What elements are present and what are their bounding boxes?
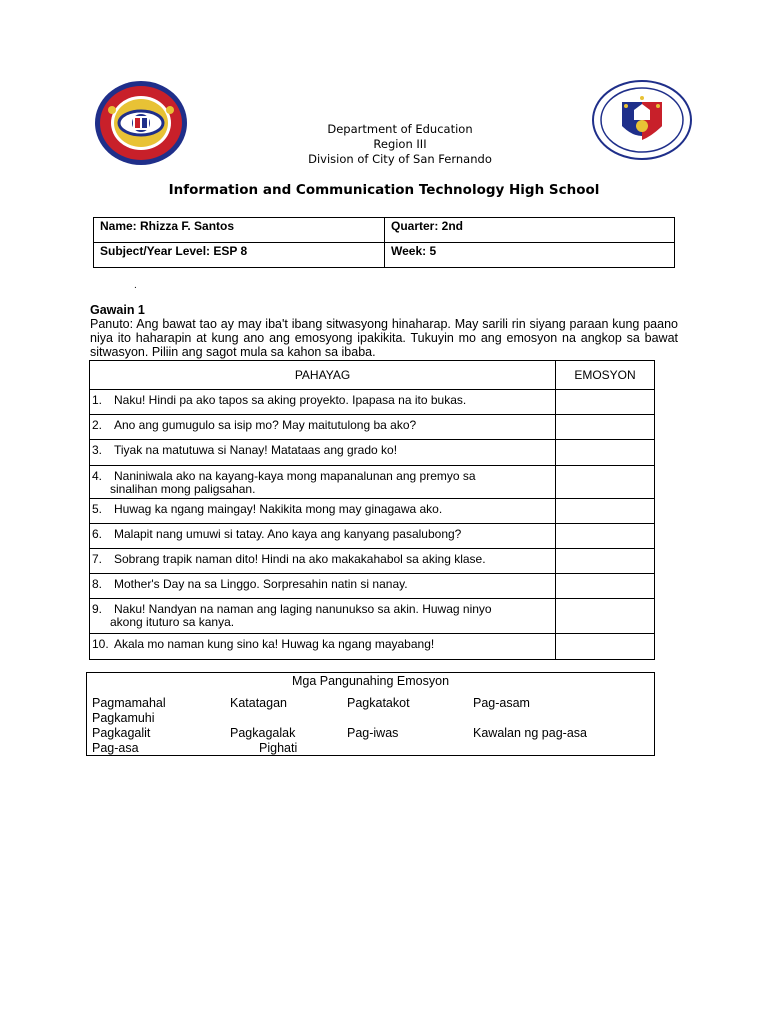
statement-cell	[90, 415, 556, 440]
header-block	[250, 122, 550, 167]
table-row	[90, 499, 655, 524]
emotion-word: Pagmamahal	[92, 696, 166, 710]
statement-text: Ano ang gumugulo sa isip mo? May maitutulong ba ako?	[114, 418, 417, 432]
quarter: Quarter: 2nd	[385, 218, 675, 243]
region-name: Region III	[373, 137, 427, 151]
statement-text: Mother's Day na sa Linggo. Sorpresahin natin si nanay.	[114, 577, 408, 591]
info-row	[94, 218, 675, 243]
statement-number: 3.	[92, 443, 103, 457]
statement-text-continued: sinalihan mong paligsahan.	[110, 482, 256, 496]
emotion-answer-cell[interactable]	[556, 549, 655, 574]
subject-year-level: Subject/Year Level: ESP 8	[94, 243, 385, 268]
school-title: Information and Communication Technology High School	[168, 182, 600, 198]
emotion-box-title: Mga Pangunahing Emosyon	[291, 674, 450, 688]
student-info-table	[93, 217, 675, 268]
emotion-answer-cell[interactable]	[556, 466, 655, 499]
table-header-row	[90, 361, 655, 390]
table-row	[90, 390, 655, 415]
emotion-answer-cell[interactable]	[556, 574, 655, 599]
statement-number: 9.	[92, 602, 103, 616]
emotion-answer-cell[interactable]	[556, 440, 655, 466]
emotion-word: Pagkagalit	[92, 726, 151, 740]
emotion-answer-cell[interactable]	[556, 524, 655, 549]
emotion-word: Pag-iwas	[347, 726, 399, 740]
statements-table	[89, 360, 655, 660]
table-row	[90, 415, 655, 440]
deped-seal-logo	[592, 80, 692, 160]
statement-text: Naku! Hindi pa ako tapos sa aking proyekto. Ipapasa na ito bukas.	[114, 393, 467, 407]
statement-cell	[90, 440, 556, 466]
table-row	[90, 440, 655, 466]
statement-number: 7.	[92, 552, 103, 566]
statement-cell	[90, 599, 556, 634]
emotion-word: Pagkamuhi	[92, 711, 155, 725]
column-header-pahayag: PAHAYAG	[90, 361, 556, 390]
statement-cell	[90, 634, 556, 660]
table-row	[90, 466, 655, 499]
student-name: Name: Rhizza F. Santos	[94, 218, 385, 243]
table-row	[90, 599, 655, 634]
emotion-word: Kawalan ng pag-asa	[473, 726, 587, 740]
table-row	[90, 549, 655, 574]
emotion-word: Pagkagalak	[230, 726, 296, 740]
statement-number: 8.	[92, 577, 103, 591]
statement-number: 4.	[92, 469, 103, 483]
emotion-word: Pag-asam	[473, 696, 530, 710]
table-row	[90, 524, 655, 549]
statement-cell	[90, 549, 556, 574]
table-row	[90, 634, 655, 660]
table-row	[90, 574, 655, 599]
emotion-word: Katatagan	[230, 696, 287, 710]
statement-text-continued: akong ituturo sa kanya.	[110, 615, 235, 629]
emotion-answer-cell[interactable]	[556, 390, 655, 415]
activity-instructions: Panuto: Ang bawat tao ay may iba't ibang sitwasyong hinaharap. May sarili rin siyang paraan kung paano niya ito haharapin at kung ano ang emosyong ipakikita. Tukuyin mo ang emosyon na angkop sa bawat sitwasyon. Piliin ang sagot mula sa kahon sa ibaba.	[90, 317, 678, 359]
emotion-word: Pighati	[259, 741, 298, 755]
emotion-word: Pagkatakot	[347, 696, 410, 710]
school-seal-logo	[94, 80, 188, 166]
activity-title: Gawain 1	[90, 303, 145, 317]
statement-number: 5.	[92, 502, 103, 516]
statement-text: Naniniwala ako na kayang-kaya mong mapanalunan ang premyo sa	[114, 469, 476, 483]
stray-mark: .	[134, 280, 137, 291]
statement-cell	[90, 499, 556, 524]
emotion-word: Pag-asa	[92, 741, 139, 755]
info-row	[94, 243, 675, 268]
statement-cell	[90, 390, 556, 415]
division-name: Division of City of San Fernando	[308, 152, 492, 166]
emotion-answer-cell[interactable]	[556, 599, 655, 634]
column-header-emosyon: EMOSYON	[556, 361, 655, 390]
statement-number: 6.	[92, 527, 103, 541]
emotion-answer-cell[interactable]	[556, 499, 655, 524]
statement-text: Sobrang trapik naman dito! Hindi na ako makakahabol sa aking klase.	[114, 552, 486, 566]
statement-text: Akala mo naman kung sino ka! Huwag ka ngang mayabang!	[114, 637, 435, 651]
statement-text: Tiyak na matutuwa si Nanay! Matataas ang grado ko!	[114, 443, 398, 457]
statement-cell	[90, 574, 556, 599]
statement-number: 10.	[92, 637, 109, 651]
emotion-answer-cell[interactable]	[556, 415, 655, 440]
statement-cell	[90, 466, 556, 499]
statement-cell	[90, 524, 556, 549]
emotion-answer-cell[interactable]	[556, 634, 655, 660]
statement-text: Naku! Nandyan na naman ang laging nanunukso sa akin. Huwag ninyo	[114, 602, 492, 616]
week: Week: 5	[385, 243, 675, 268]
department-name: Department of Education	[327, 122, 473, 136]
statement-number: 2.	[92, 418, 103, 432]
statement-text: Huwag ka ngang maingay! Nakikita mong may ginagawa ako.	[114, 502, 443, 516]
emotion-choices-box	[86, 672, 655, 756]
statement-text: Malapit nang umuwi si tatay. Ano kaya ang kanyang pasalubong?	[114, 527, 462, 541]
statement-number: 1.	[92, 393, 103, 407]
